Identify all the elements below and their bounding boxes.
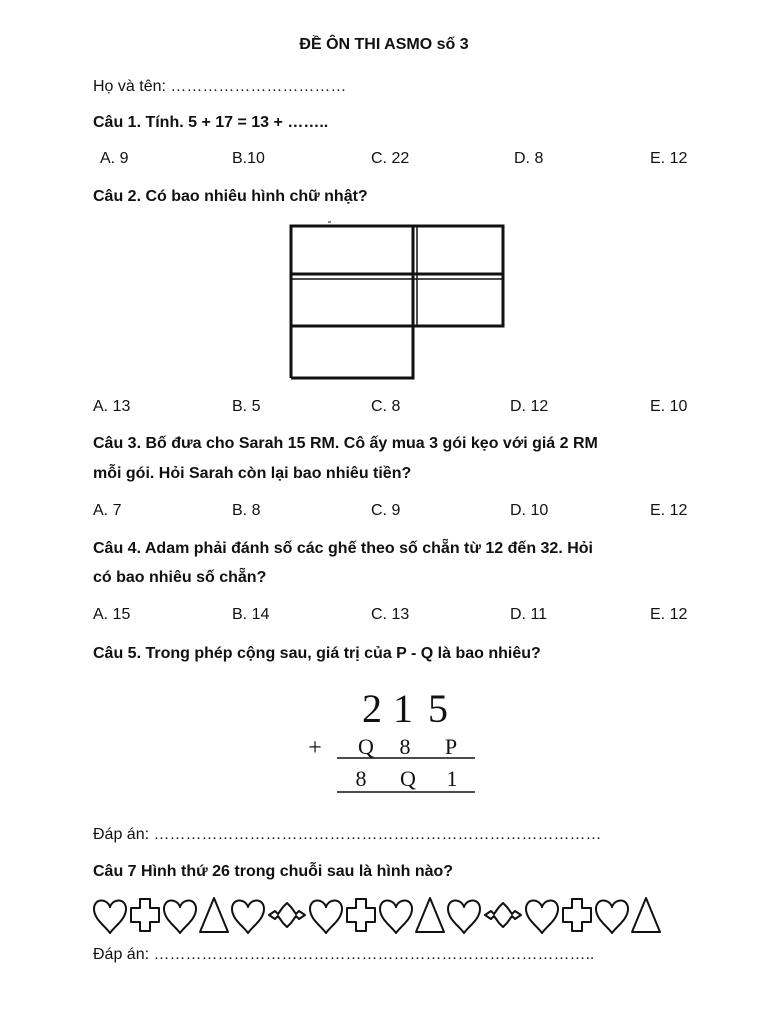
heart-icon <box>310 900 342 933</box>
option-d: D. 8 <box>514 150 544 167</box>
option-c: C. 8 <box>371 398 401 415</box>
heart-icon <box>526 900 558 933</box>
option-d: D. 10 <box>510 502 549 519</box>
cross-icon <box>563 899 591 931</box>
cross-icon <box>347 899 375 931</box>
question-4-text-line2: có bao nhiêu số chẵn? <box>93 569 267 586</box>
ornament-icon <box>269 903 305 927</box>
page-title: ĐỀ ÔN THI ASMO số 3 <box>299 36 469 53</box>
row3-digit-3: 1 <box>446 766 458 791</box>
option-b: B. 8 <box>232 502 261 519</box>
option-b: B.10 <box>232 150 265 167</box>
question-4-text-line1: Câu 4. Adam phải đánh số các ghế theo số chẵn từ 12 đến 32. Hỏi <box>93 540 593 557</box>
option-e: E. 12 <box>650 150 688 167</box>
question-2-text: Câu 2. Có bao nhiêu hình chữ nhật? <box>93 188 368 205</box>
option-b: B. 14 <box>232 606 270 623</box>
heart-icon <box>380 900 412 933</box>
question-3-text-line2: mỗi gói. Hỏi Sarah còn lại bao nhiêu tiền? <box>93 465 412 482</box>
option-a: A. 7 <box>93 502 122 519</box>
heart-icon <box>232 900 264 933</box>
row2-digit-3: P <box>444 734 458 759</box>
name-line: Họ và tên: …………………………… <box>93 78 347 95</box>
ornament-icon <box>485 903 521 927</box>
addition-problem <box>300 682 490 802</box>
option-c: C. 9 <box>371 502 401 519</box>
heart-icon <box>164 900 196 933</box>
triangle-icon <box>416 898 444 932</box>
option-d: D. 12 <box>510 398 549 415</box>
question-3-text-line1: Câu 3. Bố đưa cho Sarah 15 RM. Cô ấy mua 3 gói kẹo với giá 2 RM <box>93 435 598 452</box>
row1-digit-3: 5 <box>428 686 448 731</box>
heart-icon <box>94 900 126 933</box>
question-1-options <box>93 150 713 172</box>
option-a: A. 13 <box>93 398 131 415</box>
option-e: E. 10 <box>650 398 688 415</box>
option-a: A. 9 <box>100 150 129 167</box>
question-5-answer-line: Đáp án: ………………………………………………………………………… <box>93 826 602 843</box>
question-1-text: Câu 1. Tính. 5 + 17 = 13 + …….. <box>93 114 329 131</box>
question-5-text: Câu 5. Trong phép cộng sau, giá trị của P - Q là bao nhiêu? <box>93 645 541 662</box>
triangle-icon <box>632 898 660 932</box>
option-e: E. 12 <box>650 502 688 519</box>
cross-icon <box>131 899 159 931</box>
row1-digit-2: 1 <box>393 686 413 731</box>
option-b: B. 5 <box>232 398 261 415</box>
question-7-text: Câu 7 Hình thứ 26 trong chuỗi sau là hình nào? <box>93 863 454 880</box>
triangle-icon <box>200 898 228 932</box>
heart-icon <box>596 900 628 933</box>
row2-digit-1: Q <box>358 734 374 759</box>
rectangles-figure <box>285 218 510 383</box>
question-4-options <box>93 606 713 628</box>
row1-digit-1: 2 <box>362 686 382 731</box>
heart-icon <box>448 900 480 933</box>
option-e: E. 12 <box>650 606 688 623</box>
option-c: C. 22 <box>371 150 410 167</box>
question-3-options <box>93 502 713 524</box>
option-d: D. 11 <box>510 606 548 623</box>
option-a: A. 15 <box>93 606 131 623</box>
plus-sign: + <box>308 735 322 761</box>
row3-digit-1: 8 <box>355 766 367 791</box>
question-7-answer-line: Đáp án: ……………………………………………………………………….. <box>93 946 595 963</box>
row2-digit-2: 8 <box>399 734 411 759</box>
row3-digit-2: Q <box>400 766 416 791</box>
shape-sequence <box>90 895 670 935</box>
question-2-options <box>93 398 713 420</box>
option-c: C. 13 <box>371 606 410 623</box>
